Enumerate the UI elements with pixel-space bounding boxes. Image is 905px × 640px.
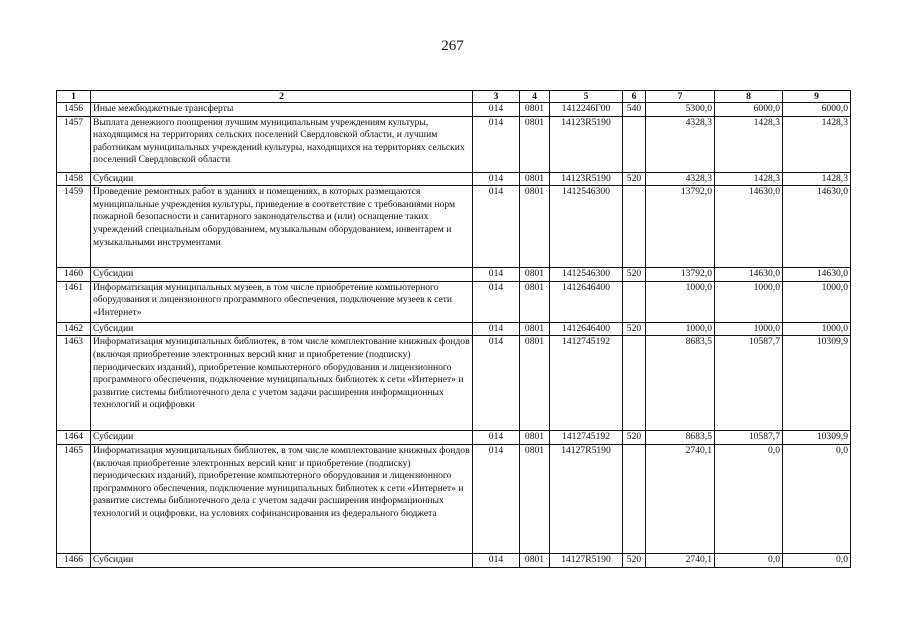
section-code-cell: 0801: [520, 172, 550, 186]
target-article-cell: 1412745192: [550, 336, 623, 431]
amount-cell: 6000,0: [783, 103, 851, 117]
header-cell: 8: [715, 91, 783, 103]
target-article-cell: 1412546300: [550, 268, 623, 282]
admin-code-cell: 014: [473, 431, 520, 445]
row-number-cell: 1466: [57, 553, 91, 567]
target-article-cell: 1412745192: [550, 431, 623, 445]
amount-cell: 6000,0: [715, 103, 783, 117]
expense-type-cell: 540: [623, 103, 646, 117]
amount-cell: 0,0: [783, 553, 851, 567]
row-number-cell: 1459: [57, 186, 91, 268]
target-article-cell: 1412546300: [550, 186, 623, 268]
description-cell: Субсидии: [91, 172, 473, 186]
amount-cell: 1000,0: [646, 322, 715, 336]
amount-cell: 1000,0: [783, 281, 851, 322]
description-cell: Субсидии: [91, 431, 473, 445]
table-row: [57, 186, 851, 268]
table-body: [57, 103, 851, 568]
expense-type-cell: [623, 186, 646, 268]
amount-cell: 14630,0: [715, 186, 783, 268]
page-number: 267: [441, 38, 464, 54]
amount-cell: 4328,3: [646, 172, 715, 186]
row-number-cell: 1464: [57, 431, 91, 445]
amount-cell: 1000,0: [646, 281, 715, 322]
admin-code-cell: 014: [473, 186, 520, 268]
amount-cell: 1428,3: [783, 172, 851, 186]
amount-cell: 5300,0: [646, 103, 715, 117]
amount-cell: 10309,9: [783, 336, 851, 431]
row-number-cell: 1456: [57, 103, 91, 117]
row-number-cell: 1462: [57, 322, 91, 336]
amount-cell: 10587,7: [715, 431, 783, 445]
header-cell: 5: [550, 91, 623, 103]
amount-cell: 0,0: [783, 444, 851, 553]
admin-code-cell: 014: [473, 336, 520, 431]
row-number-cell: 1465: [57, 444, 91, 553]
description-cell: Проведение ремонтных работ в зданиях и помещениях, в которых размещаются муниципальные учреждения культуры, приведение в соответствие с требованиями норм пожарной безопасности и санитарного законодательства и (или) оснащение таких учреждений специальным оборудованием, музыкальным оборудованием, инвентарем и музыкальными инструментами: [91, 186, 473, 268]
row-number-cell: 1457: [57, 116, 91, 172]
table-row: [57, 444, 851, 553]
description-cell: Субсидии: [91, 268, 473, 282]
table-row: [57, 322, 851, 336]
target-article-cell: 14127R5190: [550, 444, 623, 553]
admin-code-cell: 014: [473, 268, 520, 282]
table-row: [57, 103, 851, 117]
header-cell: 1: [57, 91, 91, 103]
description-cell: Информатизация муниципальных библиотек, в том числе комплектование книжных фондов (включая приобретение электронных версий книг и приобретение (подписку) периодических изданий), приобретение компьютерного оборудования и лицензионного программного обеспечения, подключение муниципальных библиотек к сети «Интернет» и развитие системы библиотечного дела с учетом задачи расширения информационных технологий и оцифровки, на условиях софинансирования из федерального бюджета: [91, 444, 473, 553]
target-article-cell: 1412646400: [550, 281, 623, 322]
section-code-cell: 0801: [520, 336, 550, 431]
table-header-row: [57, 91, 851, 103]
row-number-cell: 1458: [57, 172, 91, 186]
amount-cell: 1000,0: [715, 322, 783, 336]
amount-cell: 13792,0: [646, 186, 715, 268]
amount-cell: 14630,0: [715, 268, 783, 282]
table-row: [57, 172, 851, 186]
table-row: [57, 268, 851, 282]
target-article-cell: 14123R5190: [550, 116, 623, 172]
row-number-cell: 1460: [57, 268, 91, 282]
table-row: [57, 553, 851, 567]
amount-cell: 10587,7: [715, 336, 783, 431]
amount-cell: 8683,5: [646, 336, 715, 431]
amount-cell: 14630,0: [783, 186, 851, 268]
header-cell: 9: [783, 91, 851, 103]
amount-cell: 1428,3: [783, 116, 851, 172]
header-cell: 6: [623, 91, 646, 103]
header-cell: 4: [520, 91, 550, 103]
amount-cell: 4328,3: [646, 116, 715, 172]
row-number-cell: 1461: [57, 281, 91, 322]
admin-code-cell: 014: [473, 322, 520, 336]
target-article-cell: 14123R5190: [550, 172, 623, 186]
section-code-cell: 0801: [520, 431, 550, 445]
admin-code-cell: 014: [473, 444, 520, 553]
expense-type-cell: 520: [623, 268, 646, 282]
amount-cell: 14630,0: [783, 268, 851, 282]
admin-code-cell: 014: [473, 553, 520, 567]
admin-code-cell: 014: [473, 281, 520, 322]
amount-cell: 0,0: [715, 553, 783, 567]
description-cell: Субсидии: [91, 553, 473, 567]
description-cell: Информатизация муниципальных музеев, в том числе приобретение компьютерного оборудования и лицензионного программного обеспечения, подключение музеев к сети «Интернет»: [91, 281, 473, 322]
expense-type-cell: 520: [623, 431, 646, 445]
section-code-cell: 0801: [520, 103, 550, 117]
header-cell: 2: [91, 91, 473, 103]
row-number-cell: 1463: [57, 336, 91, 431]
amount-cell: 13792,0: [646, 268, 715, 282]
expense-type-cell: 520: [623, 172, 646, 186]
description-cell: Иные межбюджетные трансферты: [91, 103, 473, 117]
budget-table: [56, 90, 851, 568]
section-code-cell: 0801: [520, 186, 550, 268]
amount-cell: 8683,5: [646, 431, 715, 445]
section-code-cell: 0801: [520, 444, 550, 553]
admin-code-cell: 014: [473, 116, 520, 172]
amount-cell: 1000,0: [783, 322, 851, 336]
amount-cell: 2740,1: [646, 444, 715, 553]
amount-cell: 0,0: [715, 444, 783, 553]
target-article-cell: 14127R5190: [550, 553, 623, 567]
table-row: [57, 431, 851, 445]
description-cell: Выплата денежного поощрения лучшим муниципальным учреждениям культуры, находящимся на территориях сельских поселений Свердловской области, и лучшим работникам муниципальных учреждений культуры, находящихся на территориях сельских поселений Свердловской области: [91, 116, 473, 172]
section-code-cell: 0801: [520, 553, 550, 567]
amount-cell: 1428,3: [715, 116, 783, 172]
expense-type-cell: [623, 444, 646, 553]
amount-cell: 1428,3: [715, 172, 783, 186]
table-row: [57, 116, 851, 172]
amount-cell: 2740,1: [646, 553, 715, 567]
section-code-cell: 0801: [520, 281, 550, 322]
expense-type-cell: [623, 116, 646, 172]
expense-type-cell: [623, 281, 646, 322]
expense-type-cell: 520: [623, 553, 646, 567]
target-article-cell: 1412646400: [550, 322, 623, 336]
section-code-cell: 0801: [520, 116, 550, 172]
section-code-cell: 0801: [520, 268, 550, 282]
header-cell: 3: [473, 91, 520, 103]
admin-code-cell: 014: [473, 103, 520, 117]
description-cell: Информатизация муниципальных библиотек, в том числе комплектование книжных фондов (включая приобретение электронных версий книг и приобретение (подписку) периодических изданий), приобретение компьютерного оборудования и лицензионного программного обеспечения, подключение муниципальных библиотек к сети «Интернет» и развитие системы библиотечного дела с учетом задачи расширения информационных технологий и оцифровки: [91, 336, 473, 431]
table-row: [57, 336, 851, 431]
header-cell: 7: [646, 91, 715, 103]
expense-type-cell: 520: [623, 322, 646, 336]
table-row: [57, 281, 851, 322]
expense-type-cell: [623, 336, 646, 431]
description-cell: Субсидии: [91, 322, 473, 336]
admin-code-cell: 014: [473, 172, 520, 186]
target-article-cell: 1412246Г00: [550, 103, 623, 117]
section-code-cell: 0801: [520, 322, 550, 336]
amount-cell: 10309,9: [783, 431, 851, 445]
amount-cell: 1000,0: [715, 281, 783, 322]
